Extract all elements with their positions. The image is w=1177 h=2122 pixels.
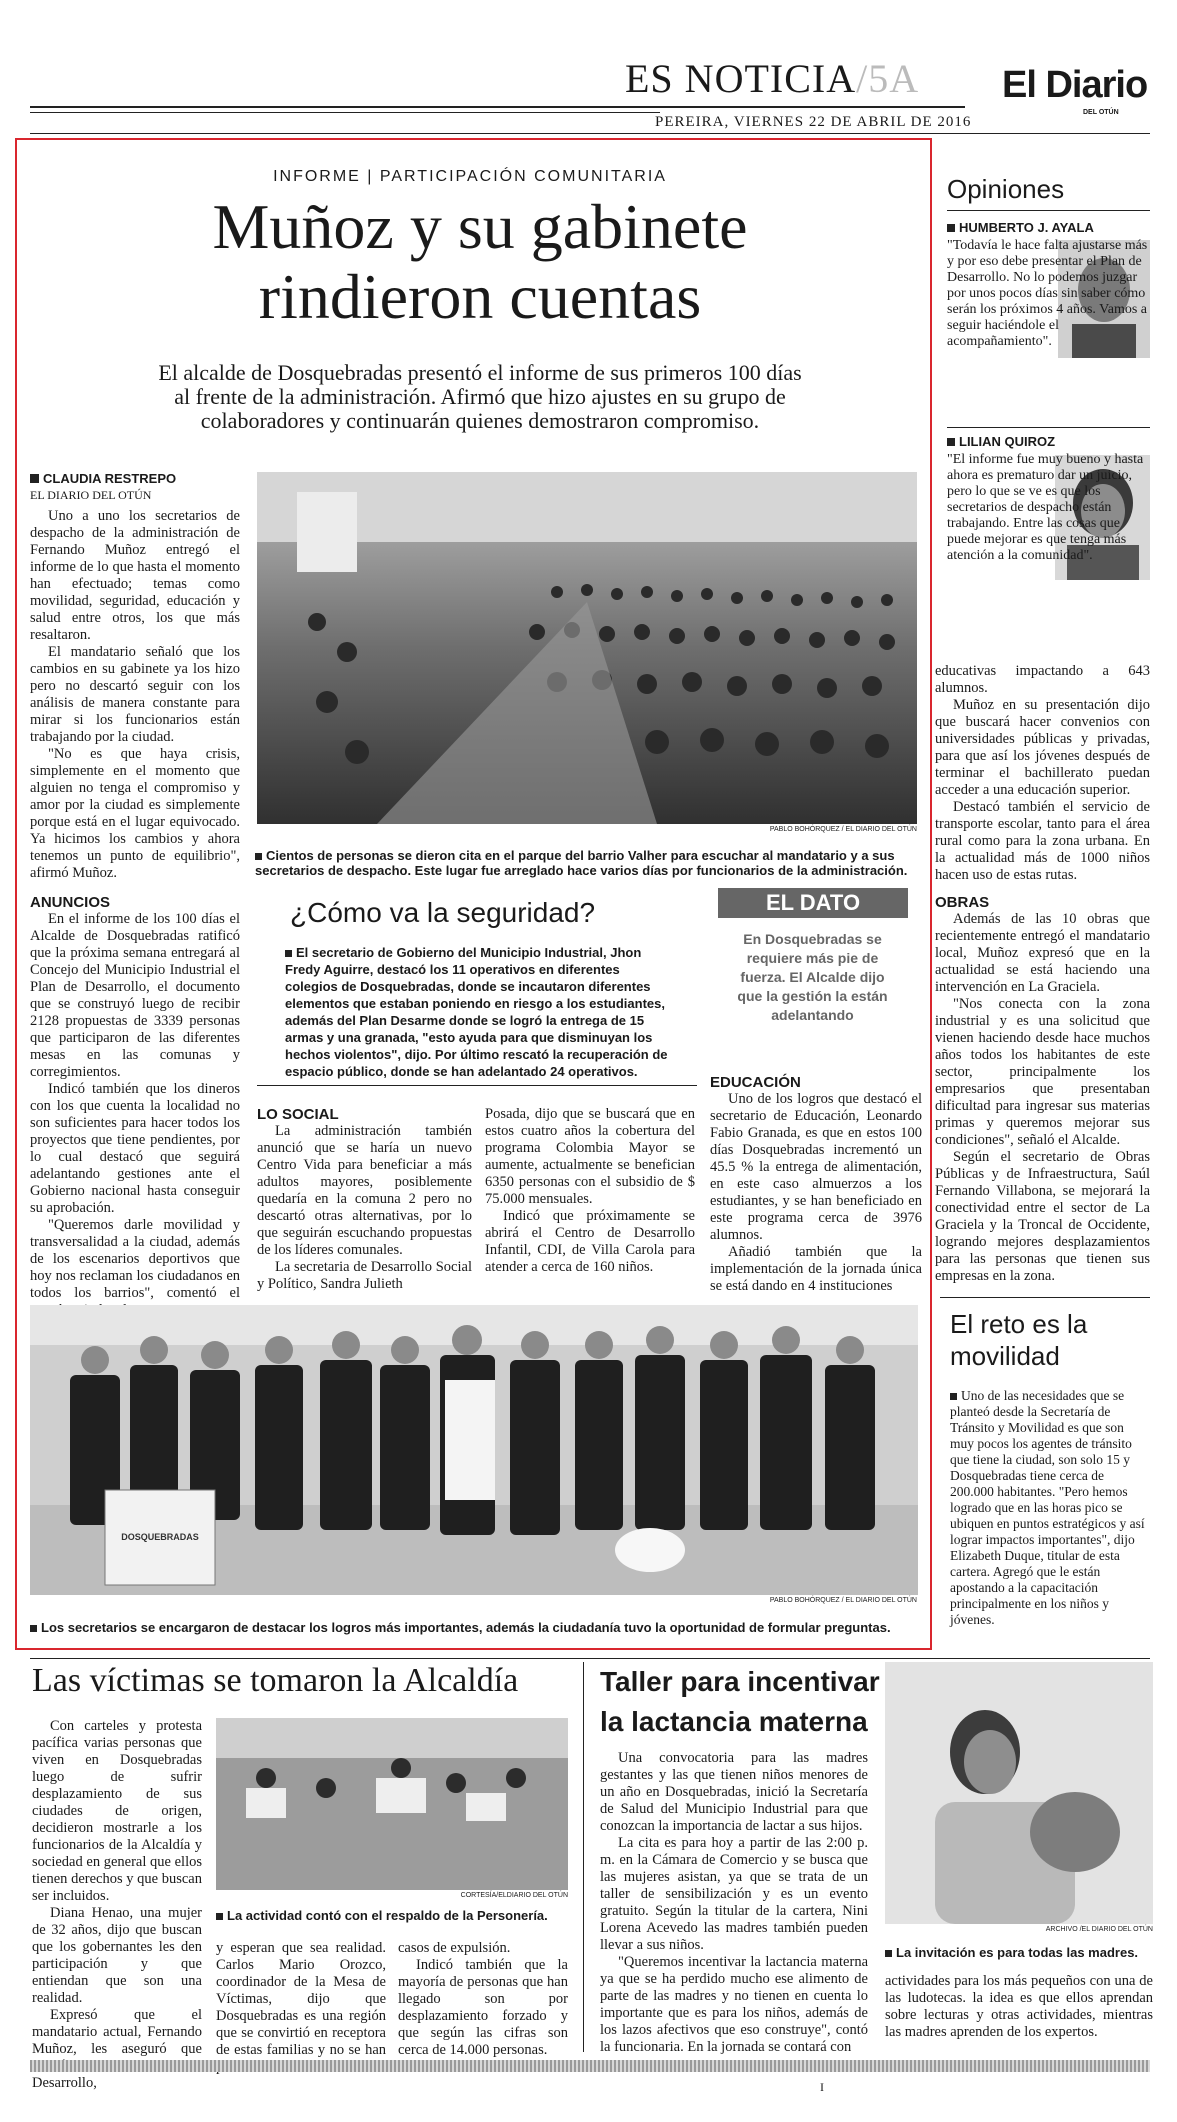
lactancia-column-2 [885, 1973, 1153, 2041]
paragraph: actividades para los más pequeños con una de las ludotecas. la idea es que ellos aprendan sobre lecturas y otras actividades, mientras las madres aprenden de los expertos. [885, 1973, 1153, 2040]
paragraph: "No es que haya crisis, simplemente en el momento que alguien no tenga el compromiso y amor por la ciudad es simplemente porque está en el lugar equivocado. Ya hicimos los cambios y ahora tenemos un punto de equilibrio", afirmó Muñoz. [30, 746, 240, 881]
deck-line-2: al frente de la administración. Afirmó que hizo ajustes en su grupo de [174, 384, 786, 409]
header-rule-2 [30, 133, 1150, 134]
paragraph: "Nos conecta con la zona industrial y es una solicitud que vienen haciendo desde hace muchos años todos los habitantes de este sector, principalmente los empresarios que presentaban dificultad para ingresar sus materias primas y queremos mejorar sus condiciones", señaló el Alcalde. [935, 996, 1150, 1148]
brand-name: El Diario [1002, 64, 1148, 106]
footer-stripe [30, 2060, 1150, 2072]
paragraph: Con carteles y protesta pacífica varias personas que viven en Dosquebradas luego de sufrir desplazamiento de sus ciudades de origen, decidieron mostrarle a los funcionarios de la Alcaldía y sociedad en general que ellos tienen derechos y que buscan ser incluidos. [32, 1718, 202, 1904]
bottom-divider [583, 1662, 584, 2052]
lactancia-credit: ARCHIVO /EL DIARIO DEL OTÚN [1045, 1926, 1153, 1933]
opinion-2-text: "El informe fue muy bueno y hasta ahora es prematuro dar un juicio, pero lo que se ve es que los secretarios de despacho están trabajando. Entre las cosas que puede mejorar es que tenga más atención a la comunidad". [947, 452, 1144, 563]
opinion-2-name: LILIAN QUIROZ [947, 434, 1055, 449]
reto-title-line-2: movilidad [950, 1341, 1060, 1371]
paragraph: Una convocatoria para las madres gestantes y las que tienen niños menores de un año en Dosquebradas, inició la Secretaría de Salud del Municipio Industrial para que conozcan la importancia de lactar a sus hijos. [600, 1750, 868, 1834]
lactancia-headline-2: la lactancia materna [600, 1706, 868, 1737]
deck [70, 361, 890, 433]
subhead-educacion: EDUCACIÓN [710, 1074, 801, 1091]
podium-text: DOSQUEBRADAS [121, 1532, 199, 1542]
paragraph: Indicó que próximamente se abrirá el Centro de Desarrollo Infantil, CDI, de Villa Carola para atender a cerca de 160 niños. [485, 1208, 695, 1275]
paragraph: La administración también anunció que se haría un nuevo Centro Vida para beneficiar a más adultos mayores, posiblemente quedaría en la comuna 2 pero no descartó otras alternativas, por lo que seguirán escuchando propuestas de los líderes comunales. [257, 1123, 472, 1258]
reto-title-line-1: El reto es la [950, 1309, 1088, 1339]
photo-credit: PABLO BOHÓRQUEZ / EL DIARIO DEL OTÚN [769, 826, 917, 833]
victimas-headline: Las víctimas se tomaron la Alcaldía [32, 1662, 519, 1699]
photo-audience [257, 472, 917, 824]
photo2-caption: Los secretarios se encargaron de destacar los logros más importantes, además la ciudadanía tuvo la oportunidad de formular preguntas. [30, 1620, 910, 1635]
reto-title [950, 1308, 1150, 1372]
lactancia-headline-1: Taller para incentivar [600, 1666, 880, 1697]
social-column-1 [257, 1106, 472, 1293]
victimas-credit: CORTESÍA/ELDIARIO DEL OTÚN [460, 1892, 568, 1899]
paragraph: Uno de los logros que destacó el secretario de Educación, Leonardo Fabio Granada, es que en estos 100 días Dosquebradas incrementó un 45.5 % la entrega de alimentación, en este caso almuerzos a los estudiantes, y se han beneficiado en este programa cerca de 3976 alumnos. [710, 1091, 922, 1243]
victimas-column-2 [216, 1940, 386, 2076]
photo-secretaries [30, 1305, 918, 1595]
seguridad-text: El secretario de Gobierno del Municipio Industrial, Jhon Fredy Aguirre, destacó los 11 operativos en diferentes colegios de Dosquebradas, donde se incautaron diferentes elementos que estaban poniendo en riesgo a los estudiantes, además del Plan Desarme donde se logró la entrega de 15 armas y una granada, "esto ayuda para que disminuyan los hechos violentos", dijo. Por último rescató la recuperación de espacio público, donde se han adelantado 24 operativos. [285, 945, 668, 1079]
paragraph: Muñoz en su presentación dijo que buscará hacer convenios con universidades públicas y privadas, para que así los jóvenes después de terminar el bachillerato puedan acceder a una educación superior. [935, 697, 1150, 798]
paragraph: y esperan que sea realidad. Carlos Mario Orozco, coordinador de la Mesa de Víctimas, dijo que Dosquebradas es una región que se convirtió en receptora de estas familias y no se han [216, 1940, 386, 2058]
paragraph: Indicó también que la mayoría de personas que han llegado son por desplazamiento forzado y que según las cifras son cerca de 14.000 personas. [398, 1957, 568, 2058]
dato-title: EL DATO [718, 888, 908, 918]
header-rule-top [30, 106, 965, 108]
sidebar-continuation [935, 663, 1150, 1285]
byline-org: EL DIARIO DEL OTÚN [30, 488, 152, 502]
paragraph: Según el secretario de Obras Públicas y de Infraestructura, Saúl Fernando Villabona, se mejorará la conectividad entre el sector de La Graciela y la Troncal de Occidente, logrando mejores desplazamientos para las personas que tienen sus empresas en la zona. [935, 1149, 1150, 1284]
paragraph: Indicó también que los dineros con los que cuenta la localidad no son suficientes para hacer todos los proyectos que tiene pendientes, por lo cual destacó que seguirá adelantando gestiones ante el Gobierno nacional hasta conseguir su aprobación. [30, 1081, 240, 1216]
paragraph: Expresó que el mandatario actual, Fernando Muñoz, les aseguró que Desarrollo, [32, 2007, 202, 2091]
social-column-2 [485, 1106, 695, 1276]
lactancia-photo-image [885, 1662, 1153, 1924]
headline [60, 192, 900, 332]
reto-text: Uno de las necesidades que se planteó desde la Secretaría de Tránsito y Movilidad es que son muy pocos los agentes de tránsito que tiene la ciudad, son solo 15 y Dosquebradas tiene cerca de 200.000 habitantes. "Pero hemos logrado que en las horas pico se ubiquen en puntos estratégicos y así lograr impactos importantes", dijo Elizabeth Duque, titular de esta cartera. Agregó que le están apostando a la capacitación principalmente en los niños y jóvenes. [950, 1388, 1145, 1627]
header-rule-bottom [30, 112, 660, 113]
subhead-anuncios: ANUNCIOS [30, 894, 111, 911]
page-number: 5A [868, 56, 920, 101]
paragraph: Posada, dijo que se buscará que en estos cuatro años la cobertura del programa Colombia Mayor se aumente, actualmente se benefician 6350 personas con el subsidio de $ 75.000 mensuales. [485, 1106, 695, 1207]
kicker: INFORME | PARTICIPACIÓN COMUNITARIA [273, 168, 667, 185]
dateline: PEREIRA, VIERNES 22 DE ABRIL DE 2016 [655, 114, 972, 130]
subhead-social: LO SOCIAL [257, 1106, 339, 1123]
victimas-photo-image [216, 1718, 568, 1890]
seguridad-rule [257, 1085, 697, 1086]
main-column-1 [30, 470, 240, 1319]
victimas-caption: La actividad contó con el respaldo de la Personería. [216, 1908, 568, 1923]
dato-text: En Dosquebradas se requiere más pie de fuerza. El Alcalde dijo que la gestión la están adelantando [737, 931, 888, 1023]
byline-name: CLAUDIA RESTREPO [30, 470, 240, 487]
secretaries-photo-image [30, 1305, 918, 1595]
opiniones-rule [947, 210, 1150, 211]
opinion-rule [947, 427, 1150, 428]
seguridad-heading: ¿Cómo va la seguridad? [290, 897, 596, 928]
paragraph: Diana Henao, una mujer de 32 años, dijo que buscan que los gobernantes les den participación y que entiendan que son una realidad. [32, 1905, 202, 2006]
bottom-rule [30, 1658, 1150, 1659]
section-title: ES NOTICIA/5A [625, 56, 920, 101]
folio: I [820, 2080, 824, 2094]
subhead-obras: OBRAS [935, 894, 990, 911]
lactancia-column-1 [600, 1750, 868, 2056]
education-column [710, 1074, 922, 1295]
photo-caption: Cientos de personas se dieron cita en el parque del barrio Valher para escuchar al mandatario y a sus secretarios de despacho. Este lugar fue arreglado hace varios días por funcionarios de la administración. [255, 848, 908, 878]
victimas-column-3 [398, 1940, 568, 2059]
paragraph: La secretaria de Desarrollo Social y Político, Sandra Julieth [257, 1259, 472, 1292]
paragraph: La cita es para hoy a partir de las 2:00 p. m. en la Cámara de Comercio y se busca que las mujeres asistan, ya que se trata de un taller de sensibilización y es un evento gratuito. Según la titular de la cartera, Nini Lorena Acevedo las madres también pueden llevar a sus niños. [600, 1835, 868, 1953]
paragraph: Uno a uno los secretarios de despacho de la administración de Fernando Muñoz entregó el informe de lo que hasta el momento han efectuado; temas como movilidad, seguridad, educación y salud entre otros, los que más resaltaron. [30, 508, 240, 643]
victimas-photo [216, 1718, 568, 1890]
paragraph: casos de expulsión. [398, 1940, 511, 1956]
photo2-credit: PABLO BOHÓRQUEZ / EL DIARIO DEL OTÚN [769, 1597, 917, 1604]
deck-line-1: El alcalde de Dosquebradas presentó el informe de sus primeros 100 días [158, 360, 802, 385]
paragraph: educativas impactando a 643 alumnos. [935, 663, 1150, 696]
masthead-logo [1002, 64, 1147, 107]
paragraph: "Queremos incentivar la lactancia materna ya que se ha perdido mucho ese alimento de parte de las madres y no tienen en cuenta lo importante que es para los niños, además de los lazos afectivos que eso construye", contó la funcionaria. En la jornada se contará con [600, 1954, 868, 2055]
opinion-1-text: "Todavía le hace falta ajustarse más y por eso debe presentar el Plan de Desarrollo. No lo podemos juzgar por unos pocos días sin saber cómo serán los próximos 4 años. Vamos a seguir haciéndole el acompañamiento". [947, 238, 1148, 349]
reto-rule [940, 1297, 1150, 1298]
paragraph: Destacó también el servicio de transporte escolar, tanto para el área rural como para la zona urbana. En la actualidad más de 1000 niños hacen uso de estas rutas. [935, 799, 1150, 883]
lactancia-caption: La invitación es para todas las madres. [885, 1945, 1153, 1960]
lactancia-photo [885, 1662, 1153, 1924]
paragraph: Añadió también que la implementación de la jornada única se está dando en 4 instituciones [710, 1244, 922, 1294]
paragraph: "Queremos darle movilidad y transversalidad a la ciudad, además de los escenarios deportivos que hoy nos reclaman los ciudadanos en todos los barrios", comentó el [30, 1217, 240, 1301]
paragraph: En el informe de los 100 días el Alcalde de Dosquebradas ratificó que la próxima semana entregará al Concejo del Municipio Industrial el Plan de Desarrollo, el documento que se construyó luego de recibir 2128 propuestas de 3339 personas que participaron de las diferentes mesas en las comunas y corregimientos. [30, 911, 240, 1080]
headline-line-1: Muñoz y su gabinete [212, 191, 748, 262]
audience-photo-image [257, 472, 917, 824]
paragraph: El mandatario señaló que los cambios en su gabinete ya los hizo pero no descartó seguir con los análisis de manera constante para mirar si los funcionarios están trabajando por la ciudad. [30, 644, 240, 745]
lactancia-headline [600, 1662, 880, 1742]
headline-line-2: rindieron cuentas [258, 261, 702, 332]
victimas-column-1 [32, 1718, 202, 2092]
opiniones-title: Opiniones [947, 174, 1065, 204]
opinion-1-name: HUMBERTO J. AYALA [947, 220, 1094, 235]
paragraph: Además de las 10 obras que recientemente entregó el mandatario local, Muñoz expresó que en la actualidad se está haciendo una intervención en La Graciela. [935, 911, 1150, 995]
deck-line-3: colaboradores y continuarán quienes demostraron compromiso. [200, 408, 760, 433]
masthead-sub: DEL OTÚN [1083, 109, 1119, 116]
section-name: ES NOTICIA [625, 56, 857, 101]
